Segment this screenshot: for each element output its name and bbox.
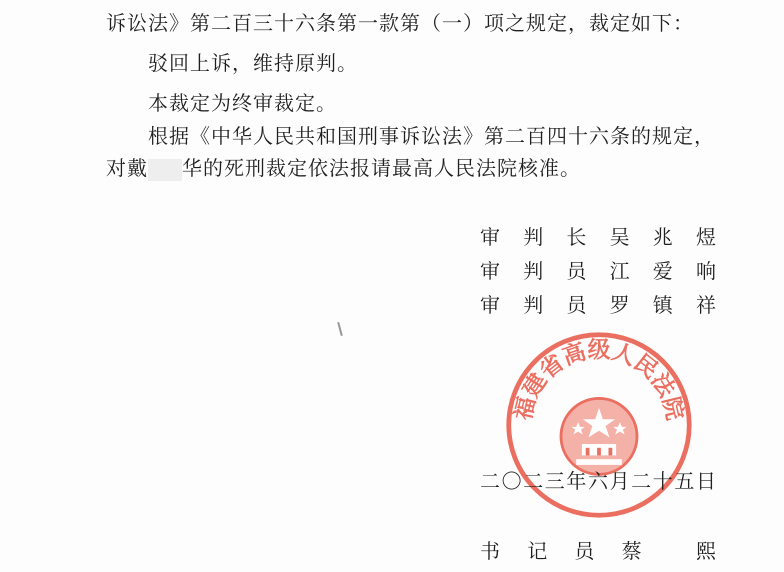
sig-char: 镇 xyxy=(652,293,673,317)
sig-char: 江 xyxy=(609,259,630,283)
body-line-2: 驳回上诉，维持原判。 xyxy=(148,51,358,75)
date-char: 二 xyxy=(523,469,544,493)
redacted-name xyxy=(148,159,182,181)
national-emblem-icon xyxy=(561,398,637,474)
clerk-char: 熙 xyxy=(695,539,716,563)
date-char: 〇 xyxy=(501,469,522,493)
signature-judge-1 xyxy=(480,258,716,284)
sig-char: 员 xyxy=(566,293,587,317)
sig-char: 兆 xyxy=(652,225,673,249)
clerk-signature xyxy=(480,538,716,564)
document-date xyxy=(480,468,716,494)
clerk-char: 记 xyxy=(527,539,548,563)
sig-char: 煜 xyxy=(695,225,716,249)
clerk-char: 书 xyxy=(480,539,500,563)
body-line-5 xyxy=(106,155,581,181)
clerk-char: 员 xyxy=(574,539,595,563)
sig-char: 判 xyxy=(523,259,544,283)
body-line-1: 诉讼法》第二百三十六条第一款第（一）项之规定，裁定如下： xyxy=(106,11,694,35)
date-char: 日 xyxy=(695,469,716,493)
sig-char: 审 xyxy=(480,293,500,317)
sig-char: 判 xyxy=(523,293,544,317)
date-char: 月 xyxy=(609,469,630,493)
sig-char: 罗 xyxy=(609,293,630,317)
date-char: 五 xyxy=(674,469,695,493)
body-line-5-start: 对戴 xyxy=(106,156,148,180)
pen-mark xyxy=(337,322,343,336)
sig-char: 审 xyxy=(480,259,500,283)
sig-char: 响 xyxy=(695,259,716,283)
body-line-5-end: 华的死刑裁定依法报请最高人民法院核准。 xyxy=(182,156,581,180)
seal-text: 福建省高级人民法院 xyxy=(510,337,688,423)
date-char: 三 xyxy=(544,469,565,493)
body-line-4: 根据《中华人民共和国刑事诉讼法》第二百四十六条的规定， xyxy=(148,124,715,148)
sig-char: 审 xyxy=(480,225,500,249)
signature-presiding-judge xyxy=(480,224,716,250)
sig-char: 爱 xyxy=(652,259,673,283)
body-line-3: 本裁定为终审裁定。 xyxy=(148,91,337,115)
sig-char: 员 xyxy=(566,259,587,283)
date-char: 二 xyxy=(480,469,500,493)
sig-char: 判 xyxy=(523,225,544,249)
date-char: 年 xyxy=(566,469,587,493)
date-char: 二 xyxy=(631,469,652,493)
date-char: 十 xyxy=(652,469,673,493)
signature-judge-2 xyxy=(480,292,716,318)
date-char: 六 xyxy=(587,469,608,493)
sig-char: 吴 xyxy=(609,225,630,249)
sig-char: 长 xyxy=(566,225,587,249)
clerk-char: 蔡 xyxy=(621,539,642,563)
sig-char: 祥 xyxy=(695,293,716,317)
